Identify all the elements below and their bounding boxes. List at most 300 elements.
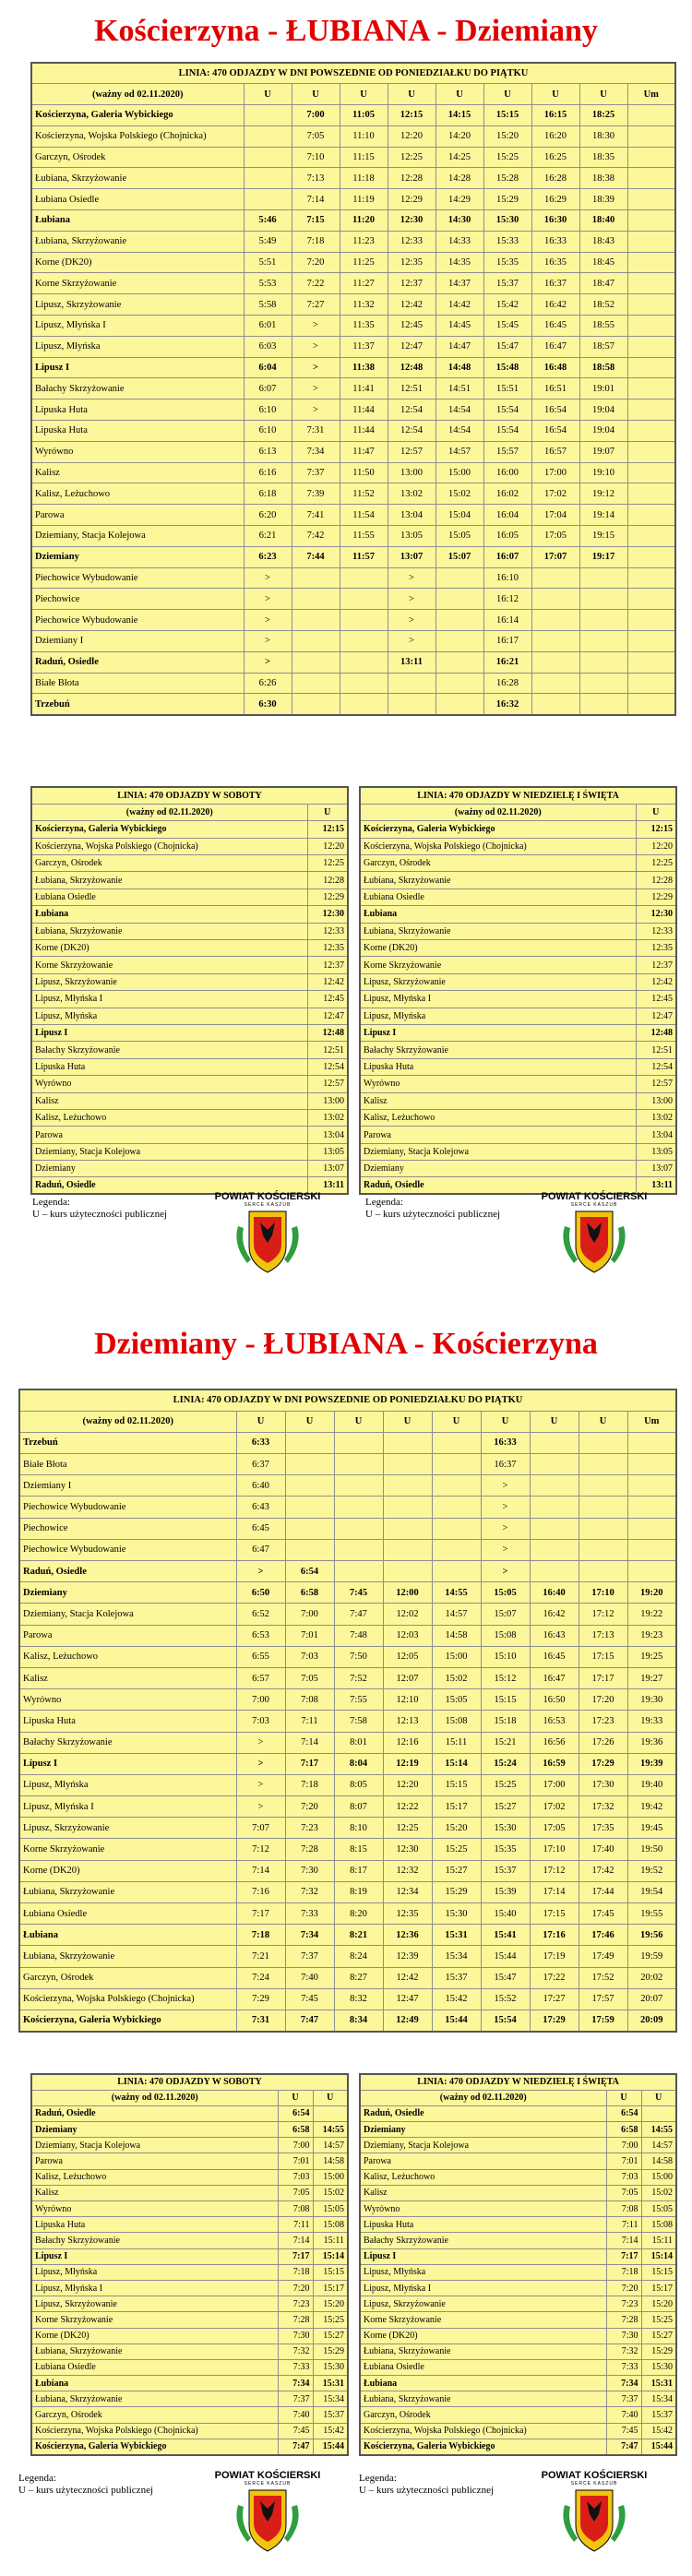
departure-time: 15:41 <box>481 1925 530 1946</box>
departure-time: > <box>244 610 292 631</box>
departure-time: 12:25 <box>383 1818 432 1839</box>
departure-time: 7:08 <box>285 1689 334 1711</box>
departure-time <box>244 168 292 189</box>
departure-time: 7:05 <box>278 2185 313 2200</box>
stop-name: Lipusz, Młyńska <box>31 1008 307 1024</box>
departure-time: 15:54 <box>483 400 531 421</box>
table-row <box>360 2359 676 2375</box>
validity-note: (ważny od 02.11.2020) <box>31 2090 278 2105</box>
departure-time <box>285 1497 334 1518</box>
stop-name: Lipusz, Skrzyżowanie <box>31 2296 278 2312</box>
departure-time: 17:00 <box>530 1774 579 1795</box>
departure-time: 15:20 <box>313 2296 348 2312</box>
departure-time: 16:37 <box>531 273 579 294</box>
table-row <box>19 1667 676 1688</box>
departure-time <box>579 610 627 631</box>
departure-time: 11:41 <box>340 378 388 400</box>
departure-time: > <box>292 400 340 421</box>
stop-name: Lipusz, Młyńska I <box>31 991 307 1008</box>
column-header: U <box>432 1411 481 1432</box>
departure-time: 12:48 <box>636 1024 676 1041</box>
departure-time: 16:07 <box>483 546 531 567</box>
departure-time: 12:47 <box>636 1008 676 1024</box>
departure-time: 7:37 <box>285 1946 334 1967</box>
departure-time: 16:37 <box>481 1454 530 1475</box>
column-header-row <box>31 804 348 820</box>
departure-time: 19:17 <box>579 546 627 567</box>
stop-name: Raduń, Osiedle <box>360 1177 636 1194</box>
departure-time <box>627 483 675 505</box>
departure-time <box>292 651 340 673</box>
departure-time: 8:34 <box>334 2010 383 2031</box>
departure-time: 11:57 <box>340 546 388 567</box>
departure-time: 12:51 <box>636 1042 676 1058</box>
departure-time: 15:00 <box>313 2169 348 2185</box>
legend-title: Legenda: <box>365 1197 403 1208</box>
departure-time: 7:47 <box>285 2010 334 2031</box>
departure-time: 12:42 <box>636 973 676 990</box>
departure-time: 7:11 <box>606 2217 641 2233</box>
departure-time: 7:31 <box>292 421 340 442</box>
departure-time: 12:36 <box>383 1925 432 1946</box>
departure-time <box>292 631 340 652</box>
departure-time: 16:33 <box>531 231 579 252</box>
departure-time: 7:24 <box>236 1967 285 1988</box>
departure-time: 19:40 <box>627 1774 676 1795</box>
table-heading-row <box>360 787 676 804</box>
departure-time: 7:32 <box>606 2343 641 2359</box>
departure-time: 15:37 <box>641 2407 676 2423</box>
departure-time <box>432 1539 481 1560</box>
legend-text: U – kurs użyteczności publicznej <box>359 2485 495 2496</box>
table-row <box>19 1539 676 1560</box>
departure-time: 16:30 <box>531 210 579 232</box>
departure-time <box>435 589 483 610</box>
departure-time: 14:15 <box>435 105 483 126</box>
departure-time: 14:57 <box>313 2138 348 2153</box>
table-row <box>31 1024 348 1041</box>
legend <box>32 1197 167 1221</box>
stop-name: Dziemiany <box>19 1582 236 1604</box>
column-header: Um <box>627 1411 676 1432</box>
departure-time: 19:42 <box>627 1796 676 1818</box>
departure-time: 12:30 <box>383 1839 432 1860</box>
column-header: U <box>388 84 435 105</box>
stop-name: Lipusz, Skrzyżowanie <box>360 2296 606 2312</box>
departure-time: 15:35 <box>481 1839 530 1860</box>
table-row <box>31 2169 348 2185</box>
table-row <box>31 421 675 442</box>
departure-time: 15:17 <box>641 2280 676 2296</box>
departure-time: 19:50 <box>627 1839 676 1860</box>
svg-text:SERCE KASZUB: SERCE KASZUB <box>244 1202 292 1208</box>
departure-time: 11:35 <box>340 316 388 337</box>
departure-time <box>340 673 388 694</box>
table-row <box>19 1818 676 1839</box>
column-header: U <box>481 1411 530 1432</box>
legend <box>365 1197 500 1221</box>
column-header: U <box>334 1411 383 1432</box>
departure-time: 12:47 <box>383 1988 432 2010</box>
departure-time: 11:19 <box>340 189 388 210</box>
table-row <box>19 1839 676 1860</box>
departure-time <box>627 168 675 189</box>
table-row <box>31 294 675 316</box>
departure-time <box>579 694 627 715</box>
stop-name: Garczyn, Ośrodek <box>31 855 307 872</box>
stop-name: Lipuska Huta <box>31 2217 278 2233</box>
stop-name: Lipusz, Młyńska I <box>31 2280 278 2296</box>
departure-time <box>627 631 675 652</box>
departure-time: 12:00 <box>383 1582 432 1604</box>
departure-time: 18:39 <box>579 189 627 210</box>
column-header-row <box>360 2090 676 2105</box>
departure-time: 16:17 <box>483 631 531 652</box>
departure-time: 16:54 <box>531 400 579 421</box>
departure-time: 14:45 <box>435 316 483 337</box>
departure-time <box>627 273 675 294</box>
departure-time: 13:04 <box>388 505 435 526</box>
stop-name: Lipuska Huta <box>360 2217 606 2233</box>
departure-time: 8:07 <box>334 1796 383 1818</box>
powiat-logo <box>214 2468 321 2558</box>
table-heading: LINIA: 470 ODJAZDY W NIEDZIELĘ I ŚWIĘTA <box>360 2074 676 2090</box>
departure-time: 12:19 <box>383 1753 432 1774</box>
stop-name: Łubiana, Skrzyżowanie <box>31 872 307 888</box>
table-row <box>31 2439 348 2454</box>
departure-time: 16:05 <box>483 526 531 547</box>
departure-time: 12:35 <box>388 252 435 273</box>
departure-time: 19:10 <box>579 462 627 483</box>
stop-name: Korne (DK20) <box>31 940 307 957</box>
column-header: U <box>641 2090 676 2105</box>
stop-name: Korne Skrzyżowanie <box>31 273 244 294</box>
departure-time: 16:33 <box>481 1432 530 1453</box>
departure-time <box>432 1518 481 1539</box>
departure-time: 14:58 <box>313 2153 348 2169</box>
departure-time: 16:21 <box>483 651 531 673</box>
table-row <box>360 2391 676 2407</box>
departure-time: 7:23 <box>285 1818 334 1839</box>
departure-time <box>627 610 675 631</box>
departure-time: 17:52 <box>579 1967 627 1988</box>
departure-time: 16:50 <box>530 1689 579 1711</box>
table-row <box>360 2153 676 2169</box>
table-row <box>19 1967 676 1988</box>
stop-name: Garczyn, Ośrodek <box>360 2407 606 2423</box>
departure-time: > <box>481 1561 530 1582</box>
departure-time <box>627 294 675 316</box>
departure-time: 16:28 <box>531 168 579 189</box>
departure-time <box>334 1539 383 1560</box>
table-row <box>31 462 675 483</box>
departure-time <box>579 651 627 673</box>
departure-time: 15:30 <box>313 2359 348 2375</box>
departure-time <box>627 1561 676 1582</box>
stop-name: Dziemiany <box>31 1161 307 1177</box>
stop-name: Dziemiany I <box>31 631 244 652</box>
table-row <box>31 694 675 715</box>
table-row <box>31 1143 348 1160</box>
table-row <box>360 838 676 854</box>
stop-name: Kościerzyna, Galeria Wybickiego <box>360 821 636 838</box>
table-row <box>360 821 676 838</box>
stop-name: Lipusz, Młyńska <box>360 2264 606 2280</box>
table-row <box>360 2407 676 2423</box>
stop-name: Kościerzyna, Galeria Wybickiego <box>19 2010 236 2031</box>
stop-name: Raduń, Osiedle <box>31 1177 307 1194</box>
table-row <box>19 1711 676 1732</box>
departure-time: 6:57 <box>236 1667 285 1688</box>
table-row <box>31 336 675 357</box>
departure-time: 7:47 <box>334 1604 383 1625</box>
departure-time: 15:30 <box>432 1903 481 1925</box>
departure-time: 19:59 <box>627 1946 676 1967</box>
departure-time: 8:21 <box>334 1925 383 1946</box>
departure-time: 11:18 <box>340 168 388 189</box>
departure-time: 15:24 <box>481 1753 530 1774</box>
departure-time: 7:37 <box>278 2391 313 2407</box>
column-header-row <box>31 84 675 105</box>
departure-time: 7:55 <box>334 1689 383 1711</box>
table-row <box>31 526 675 547</box>
departure-time: 13:00 <box>636 1092 676 1109</box>
departure-time: 7:22 <box>292 273 340 294</box>
departure-time: 16:28 <box>483 673 531 694</box>
legend-text: U – kurs użyteczności publicznej <box>32 1209 168 1220</box>
departure-time: 18:40 <box>579 210 627 232</box>
departure-time: 5:58 <box>244 294 292 316</box>
column-header: U <box>292 84 340 105</box>
departure-time: 14:47 <box>435 336 483 357</box>
departure-time: 12:28 <box>307 872 348 888</box>
departure-time <box>435 651 483 673</box>
departure-time: 6:30 <box>244 694 292 715</box>
table-row <box>19 1796 676 1818</box>
departure-time: 15:42 <box>483 294 531 316</box>
departure-time: 7:20 <box>278 2280 313 2296</box>
departure-time: 15:27 <box>432 1860 481 1881</box>
departure-time: 6:54 <box>285 1561 334 1582</box>
departure-time: 7:40 <box>285 1967 334 1988</box>
departure-time: 16:57 <box>531 441 579 462</box>
departure-time: 15:14 <box>641 2248 676 2264</box>
saturday-timetable <box>30 2073 349 2456</box>
departure-time: 17:29 <box>579 1753 627 1774</box>
stop-name: Łubiana Osiedle <box>31 189 244 210</box>
departure-time <box>579 1432 627 1453</box>
departure-time: 15:34 <box>313 2391 348 2407</box>
departure-time: 15:47 <box>481 1967 530 1988</box>
departure-time: 18:30 <box>579 125 627 147</box>
svg-text:POWIAT KOŚCIERSKI: POWIAT KOŚCIERSKI <box>541 2470 648 2481</box>
column-header-row <box>31 2090 348 2105</box>
departure-time: > <box>481 1518 530 1539</box>
departure-time: 16:51 <box>531 378 579 400</box>
table-row <box>19 1925 676 1946</box>
departure-time: 7:18 <box>292 231 340 252</box>
departure-time: 15:54 <box>483 421 531 442</box>
stop-name: Kościerzyna, Galeria Wybickiego <box>31 2439 278 2454</box>
table-row <box>31 923 348 939</box>
departure-time: 7:45 <box>606 2423 641 2439</box>
table-row <box>19 1881 676 1902</box>
departure-time <box>285 1475 334 1497</box>
departure-time: > <box>292 378 340 400</box>
stop-name: Wyrówno <box>360 1076 636 1092</box>
table-row <box>360 923 676 939</box>
departure-time <box>579 589 627 610</box>
departure-time: 15:28 <box>483 168 531 189</box>
departure-time: > <box>244 651 292 673</box>
stop-name: Lipusz, Młyńska I <box>19 1796 236 1818</box>
table-row <box>360 2328 676 2343</box>
departure-time: 11:55 <box>340 526 388 547</box>
departure-time: > <box>481 1539 530 1560</box>
departure-time: 12:13 <box>383 1711 432 1732</box>
departure-time: 7:03 <box>285 1646 334 1667</box>
table-heading: LINIA: 470 ODJAZDY W SOBOTY <box>31 787 348 804</box>
departure-time <box>432 1475 481 1497</box>
departure-time <box>383 1432 432 1453</box>
departure-time <box>579 1539 627 1560</box>
departure-time: 17:49 <box>579 1946 627 1967</box>
departure-time <box>627 651 675 673</box>
departure-time: 17:57 <box>579 1988 627 2010</box>
departure-time <box>627 147 675 168</box>
stop-name: Parowa <box>31 2153 278 2169</box>
stop-name: Piechowice Wybudowanie <box>19 1497 236 1518</box>
table-row <box>19 1946 676 1967</box>
stop-name: Piechowice Wybudowanie <box>31 567 244 589</box>
departure-time: 15:04 <box>435 505 483 526</box>
departure-time: 6:47 <box>236 1539 285 1560</box>
departure-time: 15:00 <box>435 462 483 483</box>
departure-time: 16:42 <box>530 1604 579 1625</box>
departure-time <box>579 1497 627 1518</box>
departure-time: 17:05 <box>530 1818 579 1839</box>
departure-time: > <box>388 589 435 610</box>
column-header: U <box>383 1411 432 1432</box>
departure-time: 15:10 <box>481 1646 530 1667</box>
departure-time: 7:00 <box>292 105 340 126</box>
departure-time: 15:20 <box>641 2296 676 2312</box>
departure-time: 7:50 <box>334 1646 383 1667</box>
departure-time: 6:37 <box>236 1454 285 1475</box>
stop-name: Kościerzyna, Galeria Wybickiego <box>31 105 244 126</box>
stop-name: Lipuska Huta <box>31 400 244 421</box>
departure-time: 7:45 <box>278 2423 313 2439</box>
departure-time <box>435 610 483 631</box>
departure-time: 12:47 <box>388 336 435 357</box>
table-row <box>31 2312 348 2328</box>
departure-time: 18:58 <box>579 357 627 378</box>
departure-time <box>435 694 483 715</box>
departure-time <box>627 231 675 252</box>
table-row <box>360 1092 676 1109</box>
departure-time: 8:20 <box>334 1903 383 1925</box>
departure-time: > <box>388 567 435 589</box>
departure-time: 15:42 <box>432 1988 481 2010</box>
departure-time: 13:07 <box>388 546 435 567</box>
departure-time <box>531 610 579 631</box>
table-row <box>31 2201 348 2217</box>
departure-time: 7:47 <box>606 2439 641 2454</box>
departure-time: 17:14 <box>530 1881 579 1902</box>
stop-name: Korne Skrzyżowanie <box>360 2312 606 2328</box>
departure-time <box>313 2105 348 2121</box>
departure-time: 19:04 <box>579 421 627 442</box>
table-row <box>31 872 348 888</box>
column-header: U <box>530 1411 579 1432</box>
departure-time: 7:20 <box>606 2280 641 2296</box>
stop-name: Kalisz, Leżuchowo <box>19 1646 236 1667</box>
departure-time: 16:29 <box>531 189 579 210</box>
stop-name: Kalisz, Leżuchowo <box>31 2169 278 2185</box>
departure-time: 16:20 <box>531 125 579 147</box>
departure-time <box>579 1518 627 1539</box>
departure-time: 15:11 <box>432 1732 481 1753</box>
stop-name: Łubiana, Skrzyżowanie <box>19 1946 236 1967</box>
departure-time: 15:29 <box>313 2343 348 2359</box>
table-row <box>360 2312 676 2328</box>
departure-time: 6:23 <box>244 546 292 567</box>
table-row <box>31 273 675 294</box>
stop-name: Dziemiany, Stacja Kolejowa <box>19 1604 236 1625</box>
departure-time <box>530 1454 579 1475</box>
stop-name: Parowa <box>360 2153 606 2169</box>
departure-time: 12:25 <box>636 855 676 872</box>
departure-time: 6:33 <box>236 1432 285 1453</box>
departure-time <box>334 1561 383 1582</box>
table-row <box>360 1161 676 1177</box>
departure-time <box>627 105 675 126</box>
departure-time: 7:34 <box>278 2376 313 2391</box>
departure-time: 15:18 <box>481 1711 530 1732</box>
departure-time: 14:55 <box>313 2122 348 2138</box>
departure-time: 15:29 <box>483 189 531 210</box>
legend-text: U – kurs użyteczności publicznej <box>365 1209 501 1220</box>
table-row <box>360 1109 676 1126</box>
departure-time <box>383 1561 432 1582</box>
departure-time: 12:45 <box>388 316 435 337</box>
departure-time: 8:27 <box>334 1967 383 1988</box>
stop-name: Trzebuń <box>19 1432 236 1453</box>
departure-time: 6:43 <box>236 1497 285 1518</box>
departure-time: 14:37 <box>435 273 483 294</box>
departure-time <box>340 651 388 673</box>
departure-time: > <box>481 1497 530 1518</box>
stop-name: Raduń, Osiedle <box>31 2105 278 2121</box>
departure-time: 5:53 <box>244 273 292 294</box>
table-row <box>31 2248 348 2264</box>
departure-time: 7:03 <box>236 1711 285 1732</box>
stop-name: Kościerzyna, Galeria Wybickiego <box>360 2439 606 2454</box>
departure-time: 11:27 <box>340 273 388 294</box>
departure-time: 12:48 <box>307 1024 348 1041</box>
departure-time: 17:16 <box>530 1925 579 1946</box>
stop-name: Łubiana <box>360 2376 606 2391</box>
departure-time: 18:47 <box>579 273 627 294</box>
departure-time: 15:07 <box>435 546 483 567</box>
table-row <box>19 1988 676 2010</box>
stop-name: Raduń, Osiedle <box>31 651 244 673</box>
table-row <box>360 2105 676 2121</box>
departure-time <box>334 1518 383 1539</box>
stop-name: Lipusz, Młyńska I <box>360 991 636 1008</box>
table-row <box>360 973 676 990</box>
departure-time <box>435 631 483 652</box>
